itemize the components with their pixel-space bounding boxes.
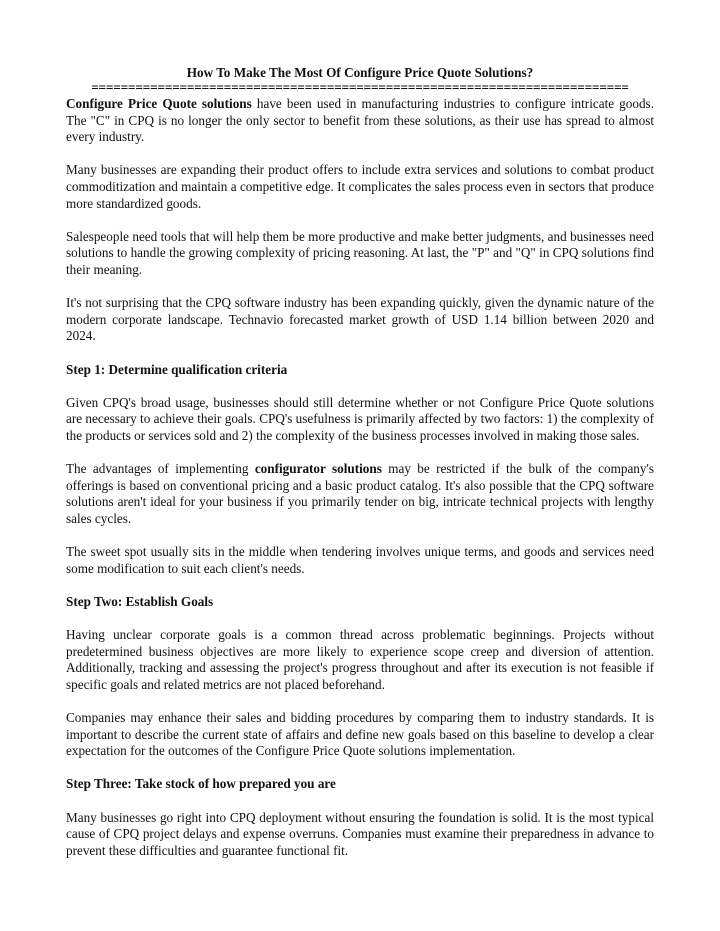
- paragraph-configurator-rest: may be restricted if the bulk of the company's offerings is based on conventional pricing and a basic product catalog. It's also possible that the CPQ software solutions aren't ideal for your business if you primarily tender on big, intricate technical projects with lengthy sales cycles.: [66, 461, 654, 526]
- heading-step-1: Step 1: Determine qualification criteria: [66, 361, 288, 377]
- paragraph-cpq-usage: Given CPQ's broad usage, businesses should still determine whether or not Configure Price Quote solutions are necessary to achieve their goals. CPQ's usefulness is primarily affected by two factors: 1) the complexity of the products or services sold and 2) the complexity of the business processes involved in making those sales.: [66, 394, 654, 443]
- paragraph-cpq-deployment: Many businesses go right into CPQ deployment without ensuring the foundation is solid. It is the most typical cause of CPQ project delays and expense overruns. Companies must examine their preparedness in advance to prevent these difficulties and guarantee functional fit.: [66, 809, 654, 858]
- bold-configurator-solutions: configurator solutions: [254, 461, 382, 477]
- bold-configure-price-quote-solutions: Configure Price Quote solutions: [66, 96, 252, 111]
- paragraph-industry-standards: Companies may enhance their sales and bidding procedures by comparing them to industry standards. It is important to describe the current state of affairs and define new goals based on this baseline to develop a clear expectation for the outcomes of the Configure Price Quote solutions implementation.: [66, 709, 654, 759]
- paragraph-intro-text: have been used in manufacturing industries to configure intricate goods. The "C" in CPQ is no longer the only sector to benefit from these solutions, as their use has spread to almost every industry.: [66, 96, 654, 145]
- document-page: [66, 64, 654, 876]
- heading-step-three: Step Three: Take stock of how prepared you are: [66, 776, 336, 792]
- document-title: How To Make The Most Of Configure Price Quote Solutions?: [186, 65, 534, 80]
- title-separator: =========================================================================: [91, 81, 629, 94]
- paragraph-configurator-advantages: [66, 461, 654, 527]
- paragraph-salespeople: Salespeople need tools that will help them be more productive and make better judgments, and businesses need solutions to handle the growing complexity of pricing reasoning. At last, the "P" and "Q" in CPQ solutions find their meaning.: [66, 228, 654, 277]
- paragraph-cpq-market: It's not surprising that the CPQ software industry has been expanding quickly, given the dynamic nature of the modern corporate landscape. Technavio forecasted market growth of USD 1.14 billion between 2020 and 2024.: [66, 295, 654, 344]
- paragraph-intro: [66, 96, 654, 146]
- paragraph-businesses-expanding: Many businesses are expanding their product offers to include extra services and solutions to combat product commoditization and maintain a competitive edge. It complicates the sales process even in sectors that produce more standardized goods.: [66, 162, 654, 211]
- paragraph-configurator-start: The advantages of implementing: [66, 461, 255, 477]
- heading-step-two: Step Two: Establish Goals: [66, 593, 214, 609]
- paragraph-unclear-goals: Having unclear corporate goals is a common thread across problematic beginnings. Projects without predetermined business objectives are more likely to experience scope creep and diversion of attention. Additionally, tracking and assessing the project's progress throughout and after its execution is not feasible if specific goals and related metrics are not placed beforehand.: [66, 627, 654, 692]
- paragraph-sweet-spot: The sweet spot usually sits in the middle when tendering involves unique terms, and goods and services need some modification to suit each client's needs.: [66, 544, 654, 576]
